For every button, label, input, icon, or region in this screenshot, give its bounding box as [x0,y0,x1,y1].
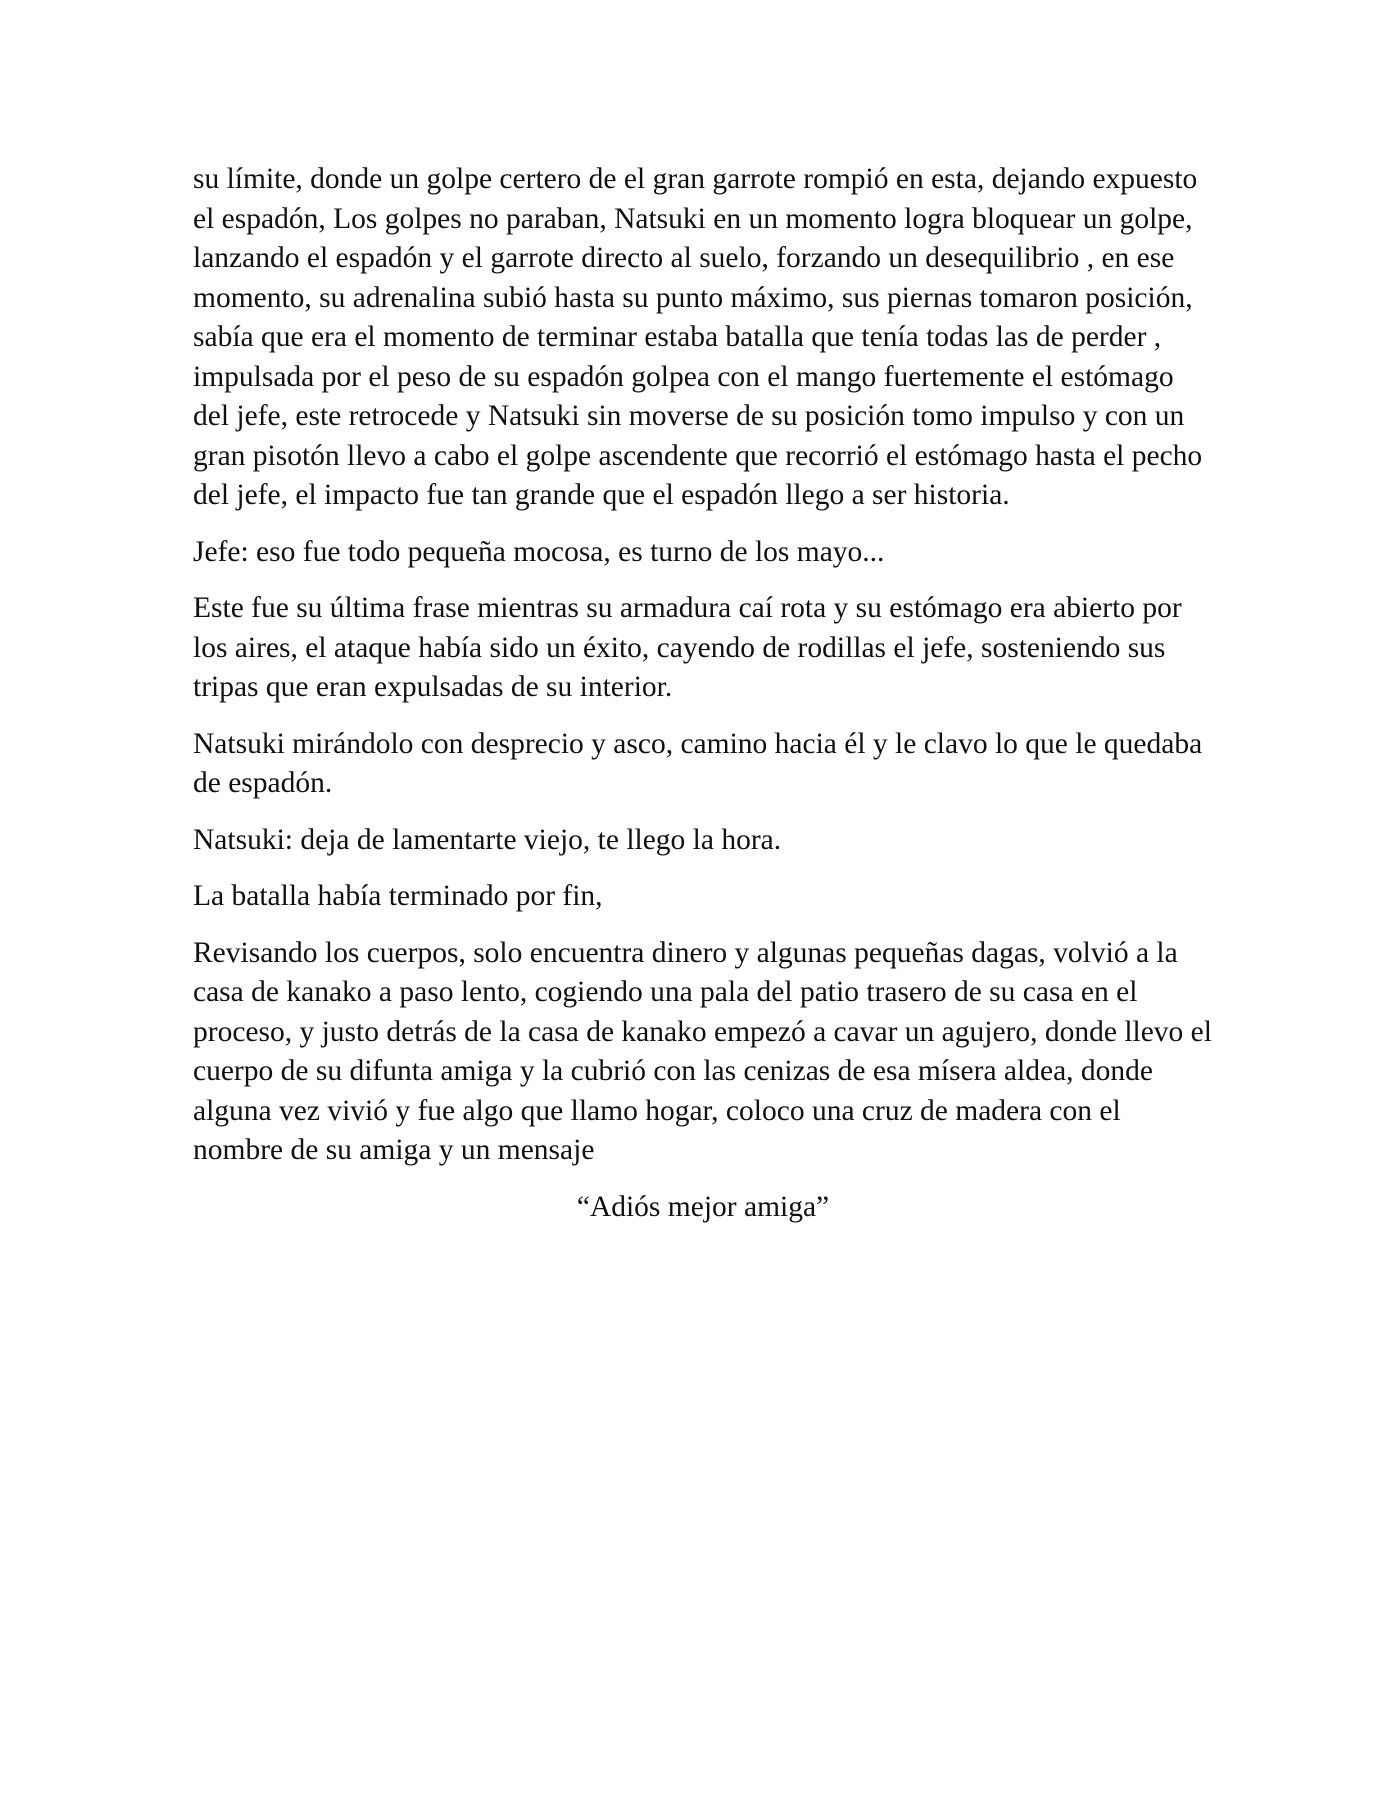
paragraph-burial: Revisando los cuerpos, solo encuentra dinero y algunas pequeñas dagas, volvió a la casa de kanako a paso lento, cogiendo una pala del patio trasero de su casa en el proceso, y justo detrás de la casa de kanako empezó a cavar un agujero, donde llevo el cuerpo de su difunta amiga y la cubrió con las cenizas de esa mísera aldea, donde alguna vez vivió y fue algo que llamo hogar, coloco una cruz de madera con el nombre de su amiga y un mensaje [193,936,1212,1166]
paragraph-battle-end: La batalla había terminado por fin, [193,880,603,912]
paragraph-boss-dialogue: Jefe: eso fue todo pequeña mocosa, es turno de los mayo... [193,535,885,568]
document-body [193,160,1213,1244]
paragraph-final-strike: Natsuki mirándolo con desprecio y asco, camino hacia él y le clavo lo que le quedaba de espadón. [193,727,1203,799]
paragraph-natsuki-dialogue: Natsuki: deja de lamentarte viejo, te llego la hora. [193,823,782,856]
paragraph-farewell-message: “Adiós mejor amiga” [576,1190,830,1223]
paragraph-boss-defeat: Este fue su última frase mientras su armadura caí rota y su estómago era abierto por los aires, el ataque había sido un éxito, cayendo de rodillas el jefe, sosteniendo sus tripas que eran expulsadas de su interior. [193,592,1182,703]
paragraph-battle-climax: su límite, donde un golpe certero de el gran garrote rompió en esta, dejando expuesto el espadón, Los golpes no paraban, Natsuki en un momento logra bloquear un golpe, lanzando el espadón y el garrote directo al suelo, forzando un desequilibrio , en ese momento, su adrenalina subió hasta su punto máximo, sus piernas tomaron posición, sabía que era el momento de terminar estaba batalla que tenía todas las de perder , impulsada por el peso de su espadón golpea con el mango fuertemente el estómago del jefe, este retrocede y Natsuki sin moverse de su posición tomo impulso y con un gran pisotón llevo a cabo el golpe ascendente que recorrió el estómago hasta el pecho del jefe, el impacto fue tan grande que el espadón llego a ser historia. [193,163,1203,511]
